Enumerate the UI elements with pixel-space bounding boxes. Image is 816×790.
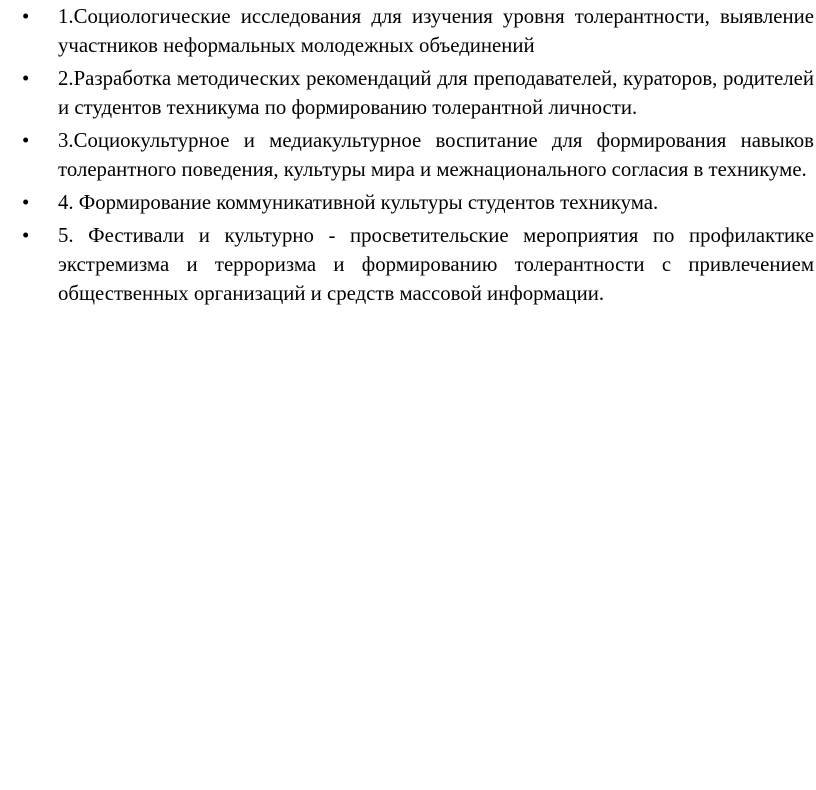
bullet-icon: •	[22, 5, 30, 28]
list-item	[22, 126, 814, 184]
list-item-text: 2.Разработка методических рекомендаций для преподавателей, кураторов, родителей и студентов техникума по формированию толерантной личности.	[58, 67, 814, 119]
list-item-text: 1.Социологические исследования для изучения уровня толерантности, выявление участников неформальных молодежных объединений	[58, 5, 814, 57]
list-item	[22, 2, 814, 60]
list-item-text: 4. Формирование коммуникативной культуры студентов техникума.	[58, 191, 659, 214]
bullet-icon: •	[22, 224, 30, 247]
list-item	[22, 221, 814, 308]
bullet-icon: •	[22, 129, 30, 152]
list-item-text: 3.Социокультурное и медиакультурное воспитание для формирования навыков толерантного поведения, культуры мира и межнационального согласия в техникуме.	[58, 129, 814, 181]
bullet-icon: •	[22, 67, 30, 90]
bullet-list	[22, 2, 814, 312]
list-item	[22, 64, 814, 122]
list-item	[22, 188, 814, 217]
list-item-text: 5. Фестивали и культурно - просветительские мероприятия по профилактике экстремизма и терроризма и формированию толерантности с привлечением общественных организаций и средств массовой информации.	[58, 224, 814, 305]
bullet-icon: •	[22, 191, 30, 214]
